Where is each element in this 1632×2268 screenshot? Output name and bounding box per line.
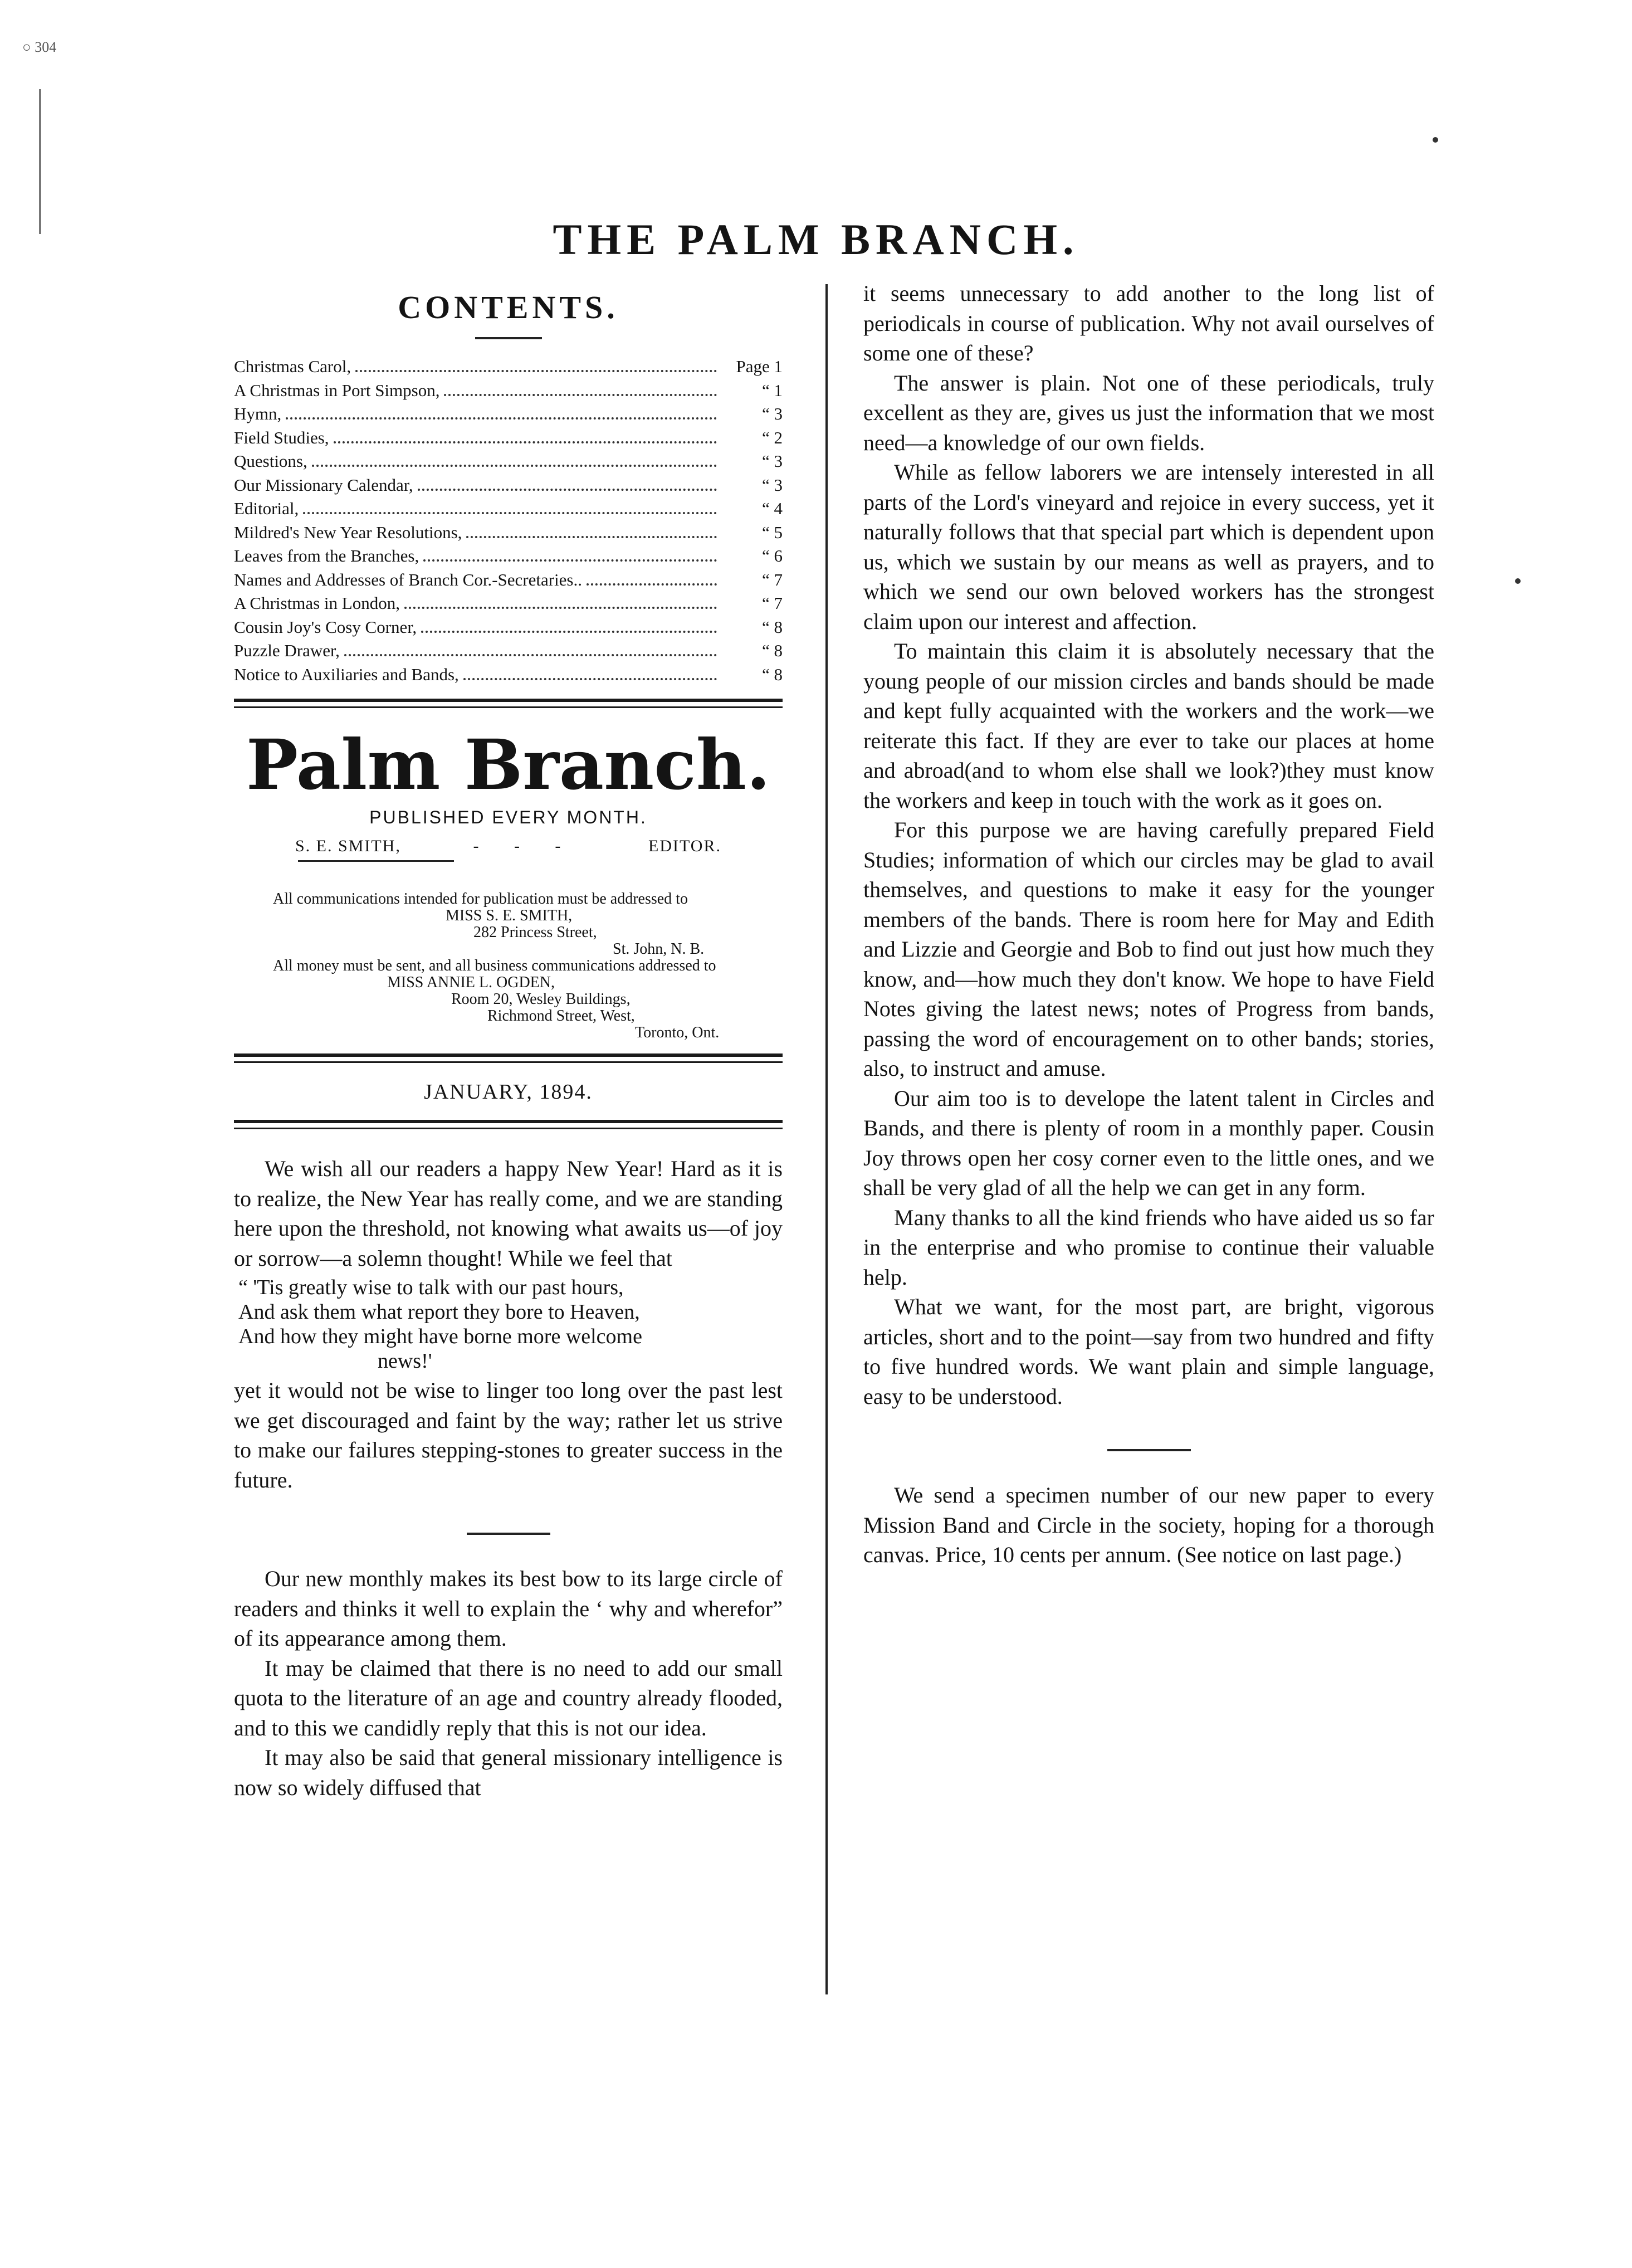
toc-entry-title: Notice to Auxiliaries and Bands,: [234, 664, 459, 684]
table-of-contents: [234, 355, 783, 686]
address-line: MISS ANNIE L. OGDEN,: [387, 974, 555, 991]
address-line: St. John, N. B.: [613, 940, 705, 958]
toc-entry: [234, 379, 783, 403]
toc-leader-dots: [463, 678, 717, 680]
address-line: Richmond Street, West,: [487, 1007, 635, 1025]
address-line: Toronto, Ont.: [635, 1024, 720, 1041]
verse-line: “ 'Tis greatly wise to talk with our past hours,: [238, 1276, 624, 1299]
toc-entry-title: A Christmas in Port Simpson,: [234, 380, 440, 400]
quoted-verse: [238, 1275, 783, 1373]
verse-line: news!': [378, 1349, 432, 1373]
toc-entry-title: Questions,: [234, 451, 307, 471]
toc-entry: [234, 592, 783, 616]
editorial-text-continued: [863, 279, 1434, 1570]
publication-frequency: PUBLISHED EVERY MONTH.: [369, 807, 647, 827]
paragraph: While as fellow laborers we are intensely interested in all parts of the Lord's vineyard and rejoice in every success, yet it naturally follows that that special part which is dependent upon us, which we sustain by our means as well as prayers, and to which we send our own beloved workers has the strongest claim upon our interest and affection.: [863, 460, 1434, 634]
editor-underline: [298, 860, 454, 862]
section-rule: [1107, 1449, 1191, 1451]
toc-entry: [234, 426, 783, 450]
verse-line: And how they might have borne more welcome: [238, 1325, 642, 1348]
double-rule: [234, 1053, 783, 1063]
toc-entry-page: “ 7: [761, 569, 783, 589]
paragraph: Our aim too is to develope the latent talent in Circles and Bands, and there is plenty of room in a monthly paper. Cousin Joy throws open her cosy corner even to the little ones, and we shall be very glad of all the help we can get in any form.: [863, 1085, 1434, 1200]
double-rule: [234, 699, 783, 708]
paragraph: Many thanks to all the kind friends who have aided us so far in the enterprise and who promise to continue their valuable help.: [863, 1204, 1434, 1290]
toc-leader-dots: [355, 370, 717, 372]
contents-rule: [475, 337, 542, 339]
paragraph: To maintain this claim it is absolutely necessary that the young people of our mission circles and bands should be made and kept fully acquainted with the workers and the work—we reiterate this fact. If they are ever to take our places at home and abroad(and to whom else shall we look?)they must know the workers and keep in touch with the work as it goes on.: [863, 638, 1434, 813]
toc-entry-page: “ 3: [761, 475, 783, 495]
toc-entry-title: Editorial,: [234, 499, 299, 518]
editor-address: [234, 908, 783, 958]
toc-entry-title: Hymn,: [234, 404, 282, 423]
toc-entry-page: Page 1: [736, 357, 783, 376]
toc-leader-dots: [466, 536, 717, 538]
business-address: [234, 974, 783, 1041]
toc-entry-page: “ 3: [761, 451, 783, 471]
paragraph: The answer is plain. Not one of these periodicals, truly excellent as they are, gives us just the information that we most need—a knowledge of our own fields.: [863, 370, 1434, 455]
toc-entry-title: Names and Addresses of Branch Cor.-Secretaries..: [234, 569, 582, 589]
section-rule: [467, 1533, 550, 1535]
toc-leader-dots: [418, 489, 717, 491]
paragraph: It may be claimed that there is no need to add our small quota to the literature of an age and country already flooded, and to this we candidly reply that this is not our idea.: [234, 1655, 783, 1740]
toc-leader-dots: [344, 654, 717, 656]
paragraph: We wish all our readers a happy New Year! Hard as it is to realize, the New Year has really come, and we are standing here upon the threshold, not knowing what awaits us—of joy or sorrow—a solemn thought! While we feel that: [234, 1156, 783, 1271]
toc-leader-dots: [587, 583, 717, 586]
editor-name: S. E. SMITH,: [295, 837, 401, 855]
verse-line: And ask them what report they bore to Heaven,: [238, 1300, 640, 1324]
toc-entry-title: Field Studies,: [234, 427, 329, 447]
notice-business: All money must be sent, and all business communications addressed to: [273, 957, 716, 974]
column-divider: [825, 284, 828, 1994]
toc-entry-page: “ 2: [761, 427, 783, 447]
toc-leader-dots: [404, 607, 717, 609]
left-column: [234, 279, 783, 1802]
toc-entry-page: “ 8: [761, 617, 783, 637]
contents-heading: CONTENTS.: [398, 289, 619, 325]
toc-entry: [234, 544, 783, 568]
paragraph: yet it would not be wise to linger too long over the past lest we get discouraged and faint by the way; rather let us strive to make our failures stepping-stones to greater success in the future.: [234, 1378, 783, 1493]
toc-leader-dots: [421, 631, 717, 633]
address-line: 282 Princess Street,: [473, 924, 597, 941]
scan-corner-mark: ○ 304: [22, 39, 57, 55]
paragraph: Our new monthly makes its best bow to its large circle of readers and thinks it well to explain the ‘ why and wherefor” of its appearance among them.: [234, 1566, 783, 1651]
toc-entry: [234, 568, 783, 592]
publication-notice: [234, 891, 783, 1041]
toc-leader-dots: [312, 465, 717, 467]
toc-entry: [234, 639, 783, 663]
address-line: Room 20, Wesley Buildings,: [451, 991, 631, 1008]
toc-entry-page: “ 8: [761, 641, 783, 660]
paragraph: We send a specimen number of our new paper to every Mission Band and Circle in the society, hoping for a thorough canvas. Price, 10 cents per annum. (See notice on last page.): [863, 1482, 1434, 1567]
toc-entry-title: A Christmas in London,: [234, 593, 400, 613]
toc-leader-dots: [286, 417, 717, 420]
toc-entry-page: “ 1: [761, 380, 783, 400]
toc-entry-title: Leaves from the Branches,: [234, 546, 419, 565]
address-line: MISS S. E. SMITH,: [446, 907, 573, 924]
toc-leader-dots: [303, 512, 717, 514]
toc-entry-title: Christmas Carol,: [234, 357, 351, 376]
double-rule: [234, 1120, 783, 1129]
toc-entry-title: Cousin Joy's Cosy Corner,: [234, 617, 417, 637]
editor-label: EDITOR.: [648, 837, 721, 855]
toc-entry-title: Mildred's New Year Resolutions,: [234, 522, 462, 542]
toc-entry: [234, 355, 783, 379]
toc-leader-dots: [423, 559, 717, 562]
editor-dashes: - - -: [473, 837, 576, 855]
notice-communications: All communications intended for publication must be addressed to: [273, 890, 688, 908]
toc-entry-title: Puzzle Drawer,: [234, 641, 340, 660]
toc-entry-page: “ 7: [761, 593, 783, 613]
scan-edge-mark: [39, 89, 41, 234]
editorial-text: [234, 1154, 783, 1802]
right-column: [863, 279, 1434, 1570]
toc-entry: [234, 474, 783, 498]
toc-entry: [234, 521, 783, 545]
toc-entry-page: “ 8: [761, 664, 783, 684]
paragraph: it seems unnecessary to add another to the long list of periodicals in course of publication. Why not avail ourselves of some one of these?: [863, 281, 1434, 365]
paragraph: It may also be said that general missionary intelligence is now so widely diffused that: [234, 1745, 783, 1800]
issue-date: JANUARY, 1894.: [424, 1080, 593, 1104]
toc-entry: [234, 663, 783, 687]
masthead: THE PALM BRANCH.: [553, 215, 1079, 264]
toc-entry-page: “ 5: [761, 522, 783, 542]
editor-line: [295, 837, 721, 856]
paragraph: What we want, for the most part, are bright, vigorous articles, short and to the point—say from two hundred and fifty to five hundred words. We want plain and simple language, easy to be understood.: [863, 1294, 1434, 1409]
paragraph: For this purpose we are having carefully prepared Field Studies; information of which our circles may be glad to avail themselves, and questions to make it easy for the younger members of the bands. There is room here for May and Edith and Lizzie and Georgie and Bob to find out just how much they know, and—how much they don't know. We hope to have Field Notes giving the latest news; notes of Progress from bands, passing the word of encouragement on to other bands; stories, also, to instruct and amuse.: [863, 817, 1434, 1081]
ink-speck: [1515, 578, 1521, 584]
toc-entry-title: Our Missionary Calendar,: [234, 475, 413, 495]
toc-entry: [234, 450, 783, 474]
toc-entry-page: “ 6: [761, 546, 783, 565]
toc-leader-dots: [444, 394, 717, 396]
toc-entry: [234, 497, 783, 521]
ink-speck: [1433, 137, 1438, 143]
toc-leader-dots: [334, 441, 717, 443]
toc-entry: [234, 616, 783, 640]
toc-entry-page: “ 3: [761, 404, 783, 423]
nameplate-title: Palm Branch.: [246, 725, 771, 806]
toc-entry-page: “ 4: [761, 499, 783, 518]
toc-entry: [234, 402, 783, 426]
